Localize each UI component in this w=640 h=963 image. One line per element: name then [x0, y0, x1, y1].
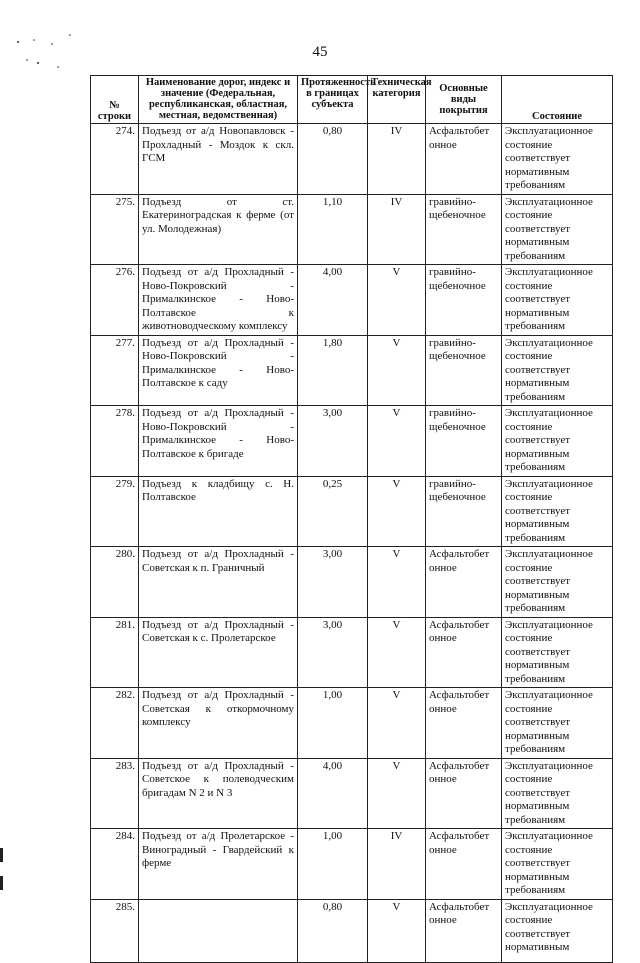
- road-name: Подъезд от а/д Прохладный - Советская к п. Граничный: [139, 547, 298, 618]
- road-coverage: [426, 124, 502, 195]
- road-state: Эксплуатационное состояние соответствует нормативным требованиям: [502, 476, 613, 547]
- coverage-line: щебеночное: [429, 491, 486, 503]
- row-number: 280.: [91, 547, 139, 618]
- road-name: Подъезд от а/д Прохладный - Ново-Покровский - Прималкинское - Ново-Полтавское к саду: [139, 335, 298, 406]
- header-category: Техническая категория: [368, 76, 426, 124]
- road-category: V: [368, 547, 426, 618]
- road-length: 0,80: [298, 899, 368, 962]
- row-number: 285.: [91, 899, 139, 962]
- binding-mark: [0, 848, 3, 862]
- road-name: Подъезд от а/д Прохладный - Советская к откормочному комплексу: [139, 688, 298, 759]
- road-category: V: [368, 476, 426, 547]
- roads-table: [90, 75, 613, 963]
- road-category: IV: [368, 194, 426, 265]
- road-category: V: [368, 406, 426, 477]
- row-number: 279.: [91, 476, 139, 547]
- road-state: Эксплуатационное состояние соответствует нормативным требованиям: [502, 617, 613, 688]
- coverage-line: щебеночное: [429, 209, 486, 221]
- row-number: 276.: [91, 265, 139, 336]
- table-row: [91, 265, 613, 336]
- table-row: [91, 406, 613, 477]
- road-length: 1,00: [298, 829, 368, 900]
- road-coverage: [426, 617, 502, 688]
- table-header-row: [91, 76, 613, 124]
- coverage-line: гравийно-: [429, 477, 476, 490]
- road-name: Подъезд от а/д Пролетарское - Виноградный - Гвардейский к ферме: [139, 829, 298, 900]
- coverage-line: щебеночное: [429, 420, 486, 433]
- table-row: [91, 476, 613, 547]
- road-name: Подъезд от а/д Прохладный - Советское к полеводческим бригадам N 2 и N 3: [139, 758, 298, 829]
- road-category: V: [368, 688, 426, 759]
- row-number: 283.: [91, 758, 139, 829]
- road-category: IV: [368, 124, 426, 195]
- row-number: 284.: [91, 829, 139, 900]
- coverage-line: онное: [429, 914, 457, 926]
- coverage-line: Асфальтобет: [429, 548, 490, 560]
- binding-mark: [0, 876, 3, 890]
- road-coverage: [426, 335, 502, 406]
- road-state: Эксплуатационное состояние соответствует нормативным требованиям: [502, 829, 613, 900]
- road-state: Эксплуатационное состояние соответствует нормативным требованиям: [502, 406, 613, 477]
- row-number: 275.: [91, 194, 139, 265]
- table-row: [91, 335, 613, 406]
- coverage-line: гравийно-: [429, 407, 476, 419]
- road-name: Подъезд от а/д Прохладный - Ново-Покровский - Прималкинское - Ново-Полтавское к бригаде: [139, 406, 298, 477]
- road-coverage: [426, 829, 502, 900]
- road-coverage: [426, 758, 502, 829]
- road-category: V: [368, 265, 426, 336]
- coverage-line: Асфальтобет: [429, 830, 490, 842]
- coverage-line: Асфальтобет: [429, 759, 490, 772]
- coverage-line: гравийно-: [429, 195, 476, 208]
- road-coverage: [426, 406, 502, 477]
- road-coverage: [426, 547, 502, 618]
- header-coverage: Основные виды покрытия: [426, 76, 502, 124]
- road-coverage: [426, 476, 502, 547]
- coverage-line: гравийно-: [429, 336, 476, 349]
- road-coverage: [426, 688, 502, 759]
- road-name: Подъезд к кладбищу с. Н. Полтавское: [139, 476, 298, 547]
- coverage-line: щебеночное: [429, 350, 486, 362]
- road-length: 0,80: [298, 124, 368, 195]
- coverage-line: онное: [429, 843, 457, 856]
- road-name: Подъезд от а/д Прохладный - Советская к с. Пролетарское: [139, 617, 298, 688]
- table-row: [91, 688, 613, 759]
- coverage-line: Асфальтобет: [429, 689, 490, 701]
- road-name: [139, 899, 298, 962]
- road-coverage: [426, 899, 502, 962]
- header-num: № строки: [91, 76, 139, 124]
- road-category: V: [368, 617, 426, 688]
- row-number: 282.: [91, 688, 139, 759]
- road-length: 1,00: [298, 688, 368, 759]
- coverage-line: онное: [429, 561, 457, 574]
- table-row: [91, 899, 613, 962]
- coverage-line: Асфальтобет: [429, 618, 490, 631]
- road-length: 3,00: [298, 617, 368, 688]
- table-row: [91, 617, 613, 688]
- coverage-line: онное: [429, 138, 457, 151]
- road-state: Эксплуатационное состояние соответствует нормативным требованиям: [502, 194, 613, 265]
- road-state: Эксплуатационное состояние соответствует нормативным требованиям: [502, 335, 613, 406]
- road-length: 0,25: [298, 476, 368, 547]
- coverage-line: гравийно-: [429, 266, 476, 278]
- page-number: 45: [312, 44, 328, 60]
- road-length: 1,80: [298, 335, 368, 406]
- table-row: [91, 194, 613, 265]
- road-length: 4,00: [298, 758, 368, 829]
- road-state: Эксплуатационное состояние соответствует нормативным требованиям: [502, 547, 613, 618]
- coverage-line: Асфальтобет: [429, 900, 490, 913]
- road-name: Подъезд от а/д Прохладный - Ново-Покровский - Прималкинское - Ново-Полтавское к животноводческому комплексу: [139, 265, 298, 336]
- road-category: V: [368, 758, 426, 829]
- coverage-line: Асфальтобет: [429, 125, 490, 137]
- road-coverage: [426, 194, 502, 265]
- road-state: Эксплуатационное состояние соответствует нормативным: [502, 899, 613, 962]
- row-number: 277.: [91, 335, 139, 406]
- road-category: V: [368, 899, 426, 962]
- road-state: Эксплуатационное состояние соответствует нормативным требованиям: [502, 265, 613, 336]
- road-length: 4,00: [298, 265, 368, 336]
- header-name: Наименование дорог, индекс и значение (Федеральная, республиканская, областная, местная, ведомственная): [139, 76, 298, 124]
- road-name: Подъезд от ст. Екатериноградская к ферме (от ул. Молодежная): [139, 194, 298, 265]
- header-state: Состояние: [502, 76, 613, 124]
- table-row: [91, 547, 613, 618]
- header-length: Протяженность в границах субъекта: [298, 76, 368, 124]
- coverage-line: онное: [429, 702, 457, 715]
- row-number: 278.: [91, 406, 139, 477]
- road-coverage: [426, 265, 502, 336]
- coverage-line: щебеночное: [429, 279, 486, 292]
- table-row: [91, 124, 613, 195]
- road-name: Подъезд от а/д Новопавловск - Прохладный - Моздок к скл. ГСМ: [139, 124, 298, 195]
- road-length: 3,00: [298, 547, 368, 618]
- road-length: 1,10: [298, 194, 368, 265]
- road-state: Эксплуатационное состояние соответствует нормативным требованиям: [502, 124, 613, 195]
- row-number: 274.: [91, 124, 139, 195]
- coverage-line: онное: [429, 632, 457, 644]
- table-row: [91, 829, 613, 900]
- road-state: Эксплуатационное состояние соответствует нормативным требованиям: [502, 688, 613, 759]
- road-state: Эксплуатационное состояние соответствует нормативным требованиям: [502, 758, 613, 829]
- road-category: V: [368, 335, 426, 406]
- row-number: 281.: [91, 617, 139, 688]
- road-category: IV: [368, 829, 426, 900]
- table-row: [91, 758, 613, 829]
- road-length: 3,00: [298, 406, 368, 477]
- coverage-line: онное: [429, 773, 457, 785]
